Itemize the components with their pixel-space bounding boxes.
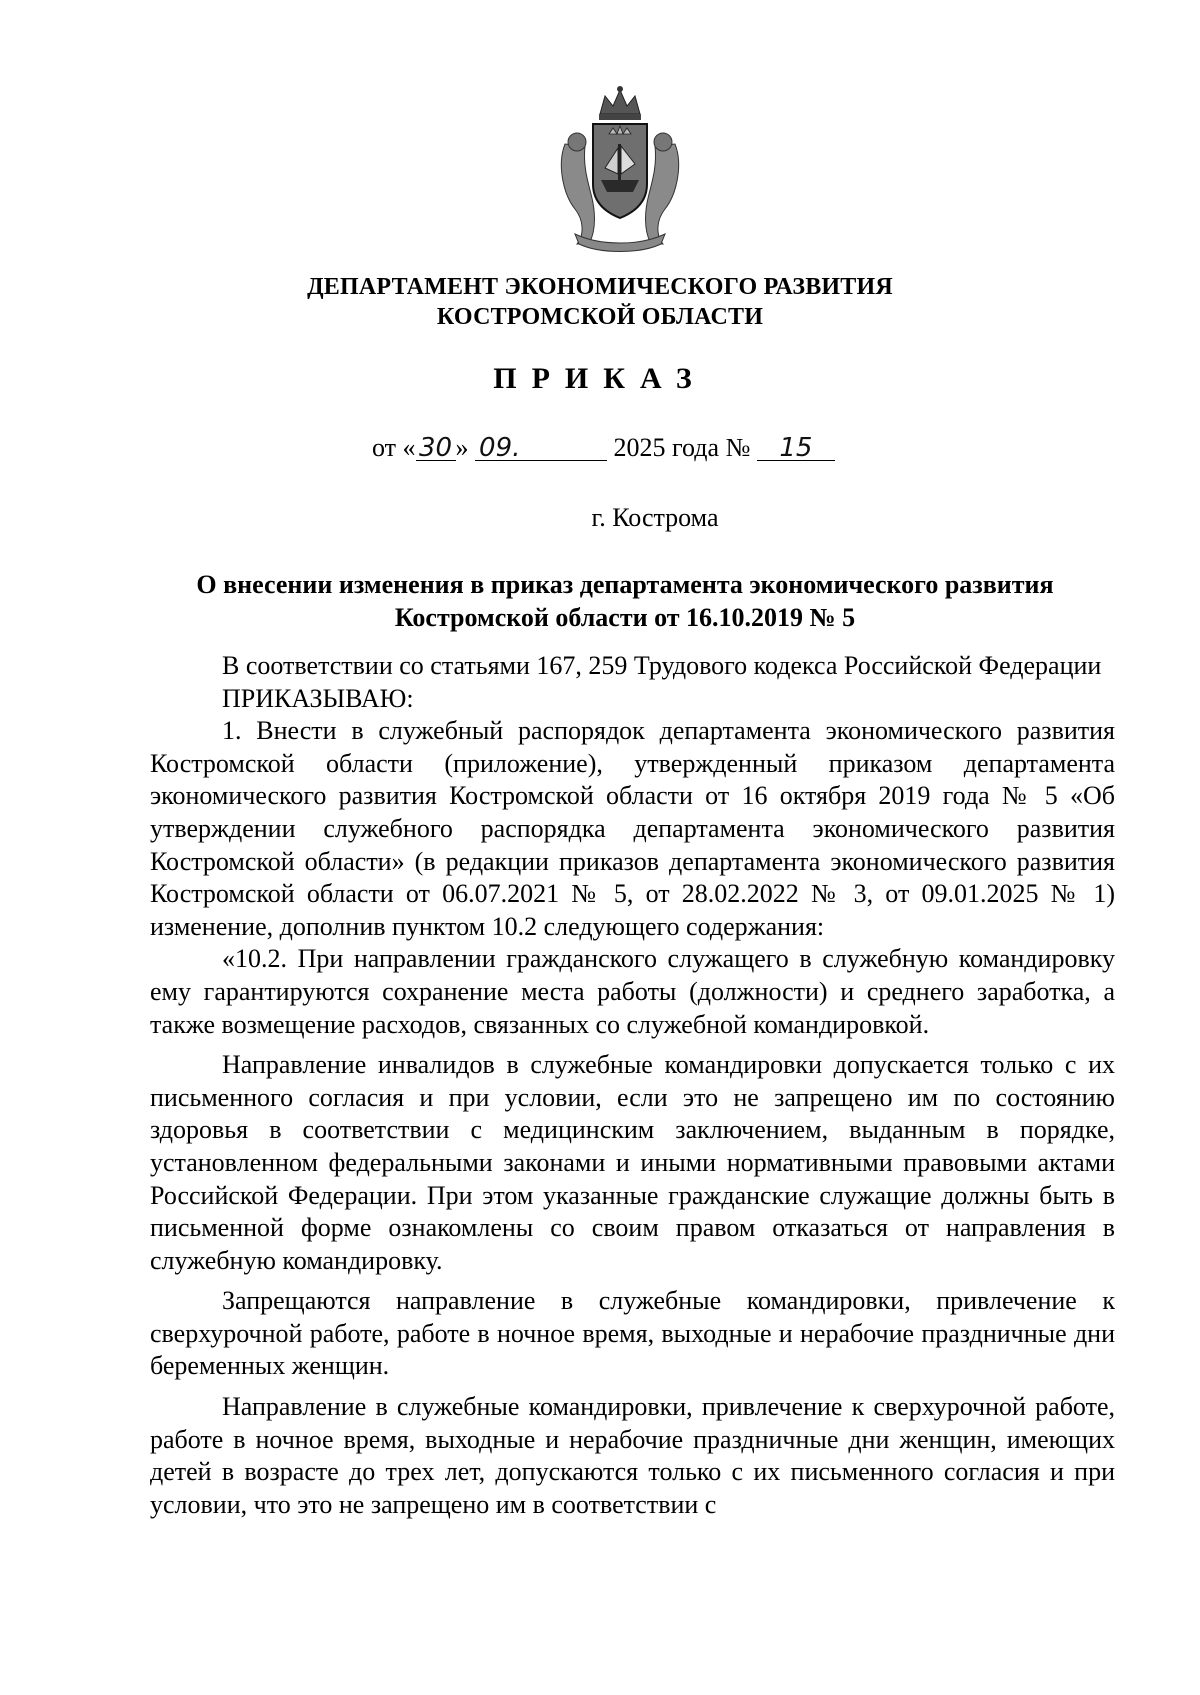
body-paragraph-disabled: Направление инвалидов в служебные командировки допускается только с их письменного согласия и при условии, если это не запрещено им по состоянию здоровья в соответствии с медицинским заключением, выданным в порядке, установленном федеральными законами и иными нормативными правовыми актами Российской Федерации. При этом указанные гражданские служащие должны быть в письменной форме ознакомлены со своим правом отказаться от направления в служебную командировку. bbox=[150, 1050, 1115, 1275]
body-paragraph-basis: В соответствии со статьями 167, 259 Трудового кодекса Российской Федерации bbox=[222, 651, 1102, 680]
department-header bbox=[0, 272, 1200, 332]
body-paragraph-item-1: 1. Внести в служебный распорядок департамента экономического развития Костромской области (приложение), утвержденный приказом департамента экономического развития Костромской области от 16 октября 2019 года № 5 «Об утверждении служебного распорядка департамента экономического развития Костромской области» (в редакции приказов департамента экономического развития Костромской области от 06.07.2021 № 5, от 28.02.2022 № 3, от 09.01.2025 № 1) изменение, дополнив пунктом 10.2 следующего содержания: bbox=[150, 716, 1115, 941]
city-line: г. Кострома bbox=[591, 503, 719, 532]
order-day: 30 bbox=[416, 432, 456, 461]
body-paragraph-order-word: ПРИКАЗЫВАЮ: bbox=[222, 683, 414, 713]
date-prefix: от « bbox=[372, 433, 416, 462]
coat-of-arms-emblem bbox=[555, 84, 685, 254]
order-year-text: 2025 года № bbox=[613, 433, 751, 462]
subject-line-2: Костромской области от 16.10.2019 № 5 bbox=[394, 603, 856, 632]
order-month: 09. bbox=[475, 432, 607, 461]
department-name-line-2: КОСТРОМСКОЙ ОБЛАСТИ bbox=[436, 304, 764, 330]
department-name-line-1: ДЕПАРТАМЕНТ ЭКОНОМИЧЕСКОГО РАЗВИТИЯ bbox=[307, 274, 893, 300]
order-subject bbox=[150, 568, 1100, 634]
body-paragraph-10-2: «10.2. При направлении гражданского служащего в служебную командировку ему гарантируются сохранение места работы (должности) и среднего заработка, а также возмещение расходов, связанных со служебной командировкой. bbox=[150, 944, 1115, 1039]
document-type-title: ПРИКАЗ bbox=[493, 362, 707, 395]
body-paragraph-children: Направление в служебные командировки, привлечение к сверхурочной работе, работе в ночное время, выходные и нерабочие праздничные дни женщин, имеющих детей в возрасте до трех лет, допускаются только с их письменного согласия и при условии, что это не запрещено им в соответствии с bbox=[150, 1392, 1115, 1519]
body-paragraph-pregnant: Запрещаются направление в служебные командировки, привлечение к сверхурочной работе, работе в ночное время, выходные и нерабочие праздничные дни беременных женщин. bbox=[150, 1286, 1115, 1381]
subject-line-1: О внесении изменения в приказ департамента экономического развития bbox=[196, 570, 1054, 599]
order-number: 15 bbox=[757, 432, 835, 461]
date-mid: » bbox=[455, 433, 469, 462]
order-body bbox=[150, 650, 1115, 1521]
order-date-number-line bbox=[372, 432, 892, 464]
